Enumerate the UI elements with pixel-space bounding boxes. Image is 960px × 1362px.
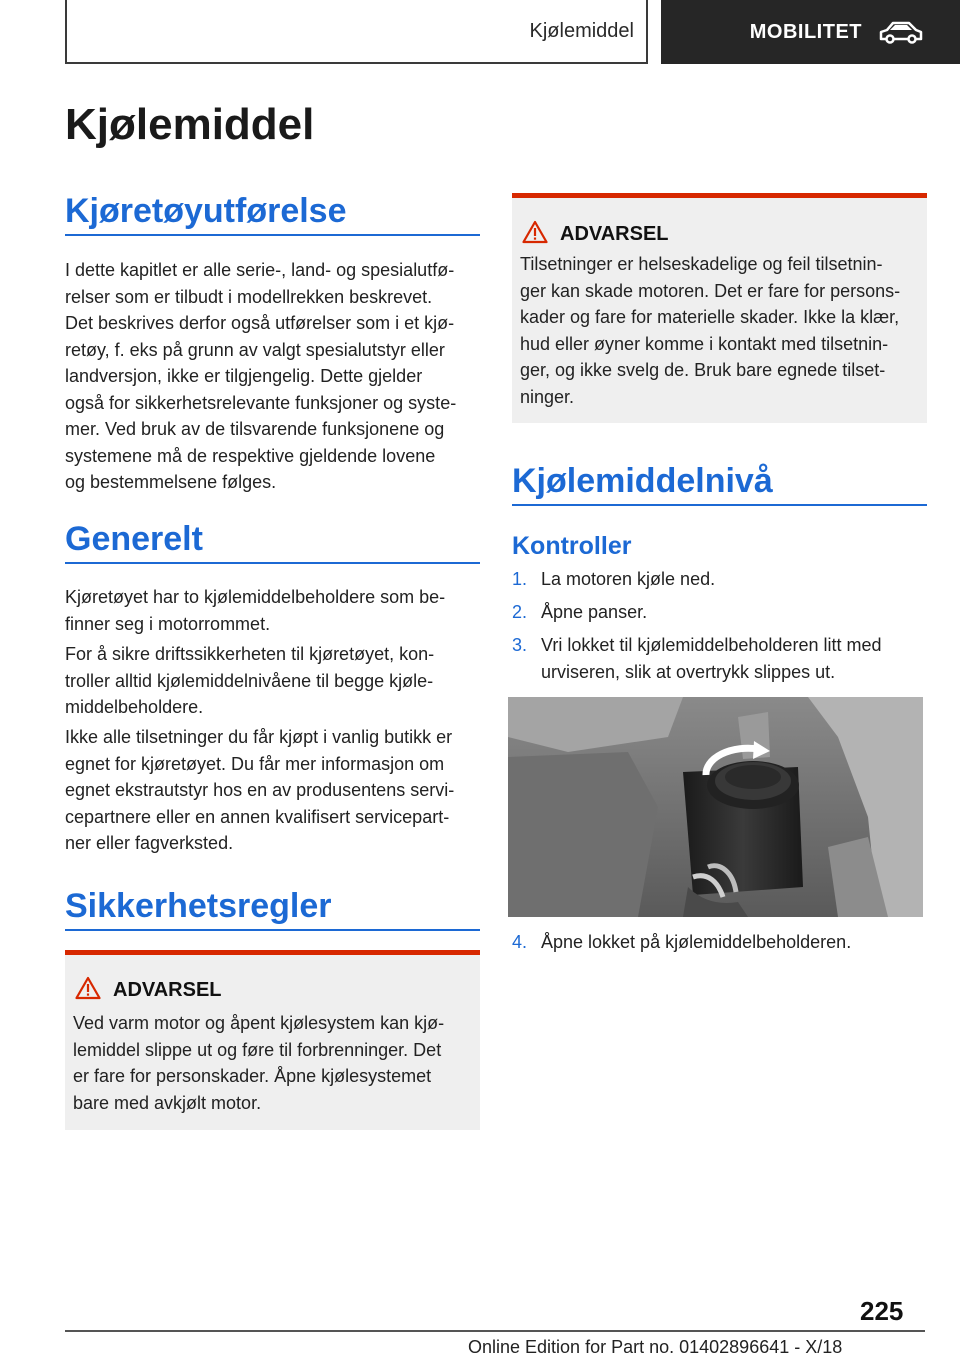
coolant-reservoir-illustration [508, 697, 923, 917]
warning-triangle-icon [522, 220, 548, 244]
text-line: ninger. [520, 386, 575, 407]
text-line: urviseren, slik at overtrykk slippes ut. [541, 661, 836, 682]
footer-rule [65, 1330, 925, 1332]
general-paragraph-2 [65, 641, 480, 721]
heading-rule [512, 504, 927, 506]
warning-triangle-icon [75, 976, 101, 1000]
header-section-box [65, 0, 648, 64]
car-icon [878, 19, 924, 45]
step-text [541, 929, 922, 956]
warning-box-additives [512, 193, 927, 423]
text-line: også for sikkerhetsrelevante funksjoner og syste- [65, 392, 457, 413]
text-line: Ved varm motor og åpent kjølesystem kan kjø- [73, 1013, 445, 1033]
step-number: 2. [512, 602, 528, 622]
step-text [541, 566, 922, 593]
vehicle-version-text [65, 257, 480, 496]
text-line: landversjon, ikke er tilgjengelig. Dette gjelder [65, 366, 423, 386]
text-line: ger, og ikke svelg de. Bruk bare egnede tilset- [520, 360, 886, 380]
text-line: finner seg i motorrommet. [65, 613, 271, 634]
text-line: ger kan skade motoren. Det er fare for persons- [520, 280, 901, 301]
step-text [541, 599, 922, 626]
text-line: middelbeholdere. [65, 697, 204, 717]
warning-text [73, 1010, 444, 1116]
text-line: cepartnere eller en annen kvalifisert servicepart- [65, 806, 450, 827]
warning-box-hot-engine [65, 950, 480, 1130]
warning-text [520, 251, 900, 410]
text-line: Kjøretøyet har to kjølemiddelbeholdere som be- [65, 587, 446, 607]
text-line: La motoren kjøle ned. [541, 569, 716, 589]
text-line: bare med avkjølt motor. [73, 1092, 262, 1113]
general-paragraph-1 [65, 584, 480, 637]
heading-check: Kontroller [512, 532, 632, 560]
text-line: Åpne lokket på kjølemiddelbeholderen. [541, 932, 852, 952]
text-line: relser som er tilbudt i modellrekken beskrevet. [65, 286, 433, 307]
heading-rule [65, 929, 480, 931]
text-line: egnet for kjøretøyet. Du får mer informasjon om [65, 753, 445, 774]
warning-stripe [65, 950, 480, 955]
heading-rule [65, 562, 480, 564]
step-number: 3. [512, 635, 528, 655]
warning-stripe [512, 193, 927, 198]
text-line: er fare for personskader. Åpne kjølesystemet [73, 1066, 432, 1086]
text-line: ner eller fagverksted. [65, 833, 234, 853]
text-line: egnet ekstrautstyr hos en av produsentens servi- [65, 780, 455, 800]
text-line: I dette kapitlet er alle serie-, land- og spesialutfø- [65, 260, 455, 280]
text-line: troller alltid kjølemiddelnivåene til begge kjøle- [65, 670, 434, 691]
general-paragraph-3 [65, 724, 480, 857]
header-chapter-label: MOBILITET [749, 20, 862, 43]
text-line: og bestemmelsene følges. [65, 472, 277, 492]
heading-vehicle-version: Kjøretøyutførelse [65, 192, 347, 230]
text-line: Det beskrives derfor også utførelser som i et kjø- [65, 313, 455, 333]
text-line: Tilsetninger er helseskadelige og feil tilsetnin- [520, 254, 883, 274]
text-line: For å sikre driftssikkerheten til kjøretøyet, kon- [65, 644, 435, 664]
text-line: Vri lokket til kjølemiddelbeholderen litt med [541, 635, 882, 655]
text-line: systemene må de respektive gjeldende lovene [65, 445, 436, 466]
text-line: Åpne panser. [541, 602, 648, 622]
heading-coolant-level: Kjølemiddelnivå [512, 462, 773, 500]
page-title: Kjølemiddel [65, 100, 315, 149]
warning-title: ADVARSEL [113, 979, 222, 1001]
text-line: hud eller øyner komme i kontakt med tilsetnin- [520, 333, 889, 354]
header-chapter-box [661, 0, 960, 64]
coolant-reservoir-photo [508, 697, 923, 917]
heading-general: Generelt [65, 520, 203, 558]
heading-rule [65, 234, 480, 236]
page-number: 225 [860, 1296, 904, 1326]
text-line: mer. Ved bruk av de tilsvarende funksjonene og [65, 419, 445, 439]
text-line: lemiddel slippe ut og føre til forbrenninger. Det [73, 1039, 442, 1060]
text-line: Ikke alle tilsetninger du får kjøpt i vanlig butikk er [65, 727, 453, 747]
warning-title: ADVARSEL [560, 223, 669, 245]
text-line: kader og fare for materielle skader. Ikke la klær, [520, 307, 900, 327]
heading-safety-rules: Sikkerhetsregler [65, 887, 332, 925]
step-number: 4. [512, 932, 528, 952]
step-number: 1. [512, 569, 528, 589]
text-line: retøy, f. eks på grunn av valgt spesialutstyr eller [65, 339, 445, 360]
header-section-label: Kjølemiddel [529, 19, 634, 42]
step-text [541, 632, 922, 685]
footer-edition: Online Edition for Part no. 01402896641 - X/18 [468, 1337, 843, 1357]
